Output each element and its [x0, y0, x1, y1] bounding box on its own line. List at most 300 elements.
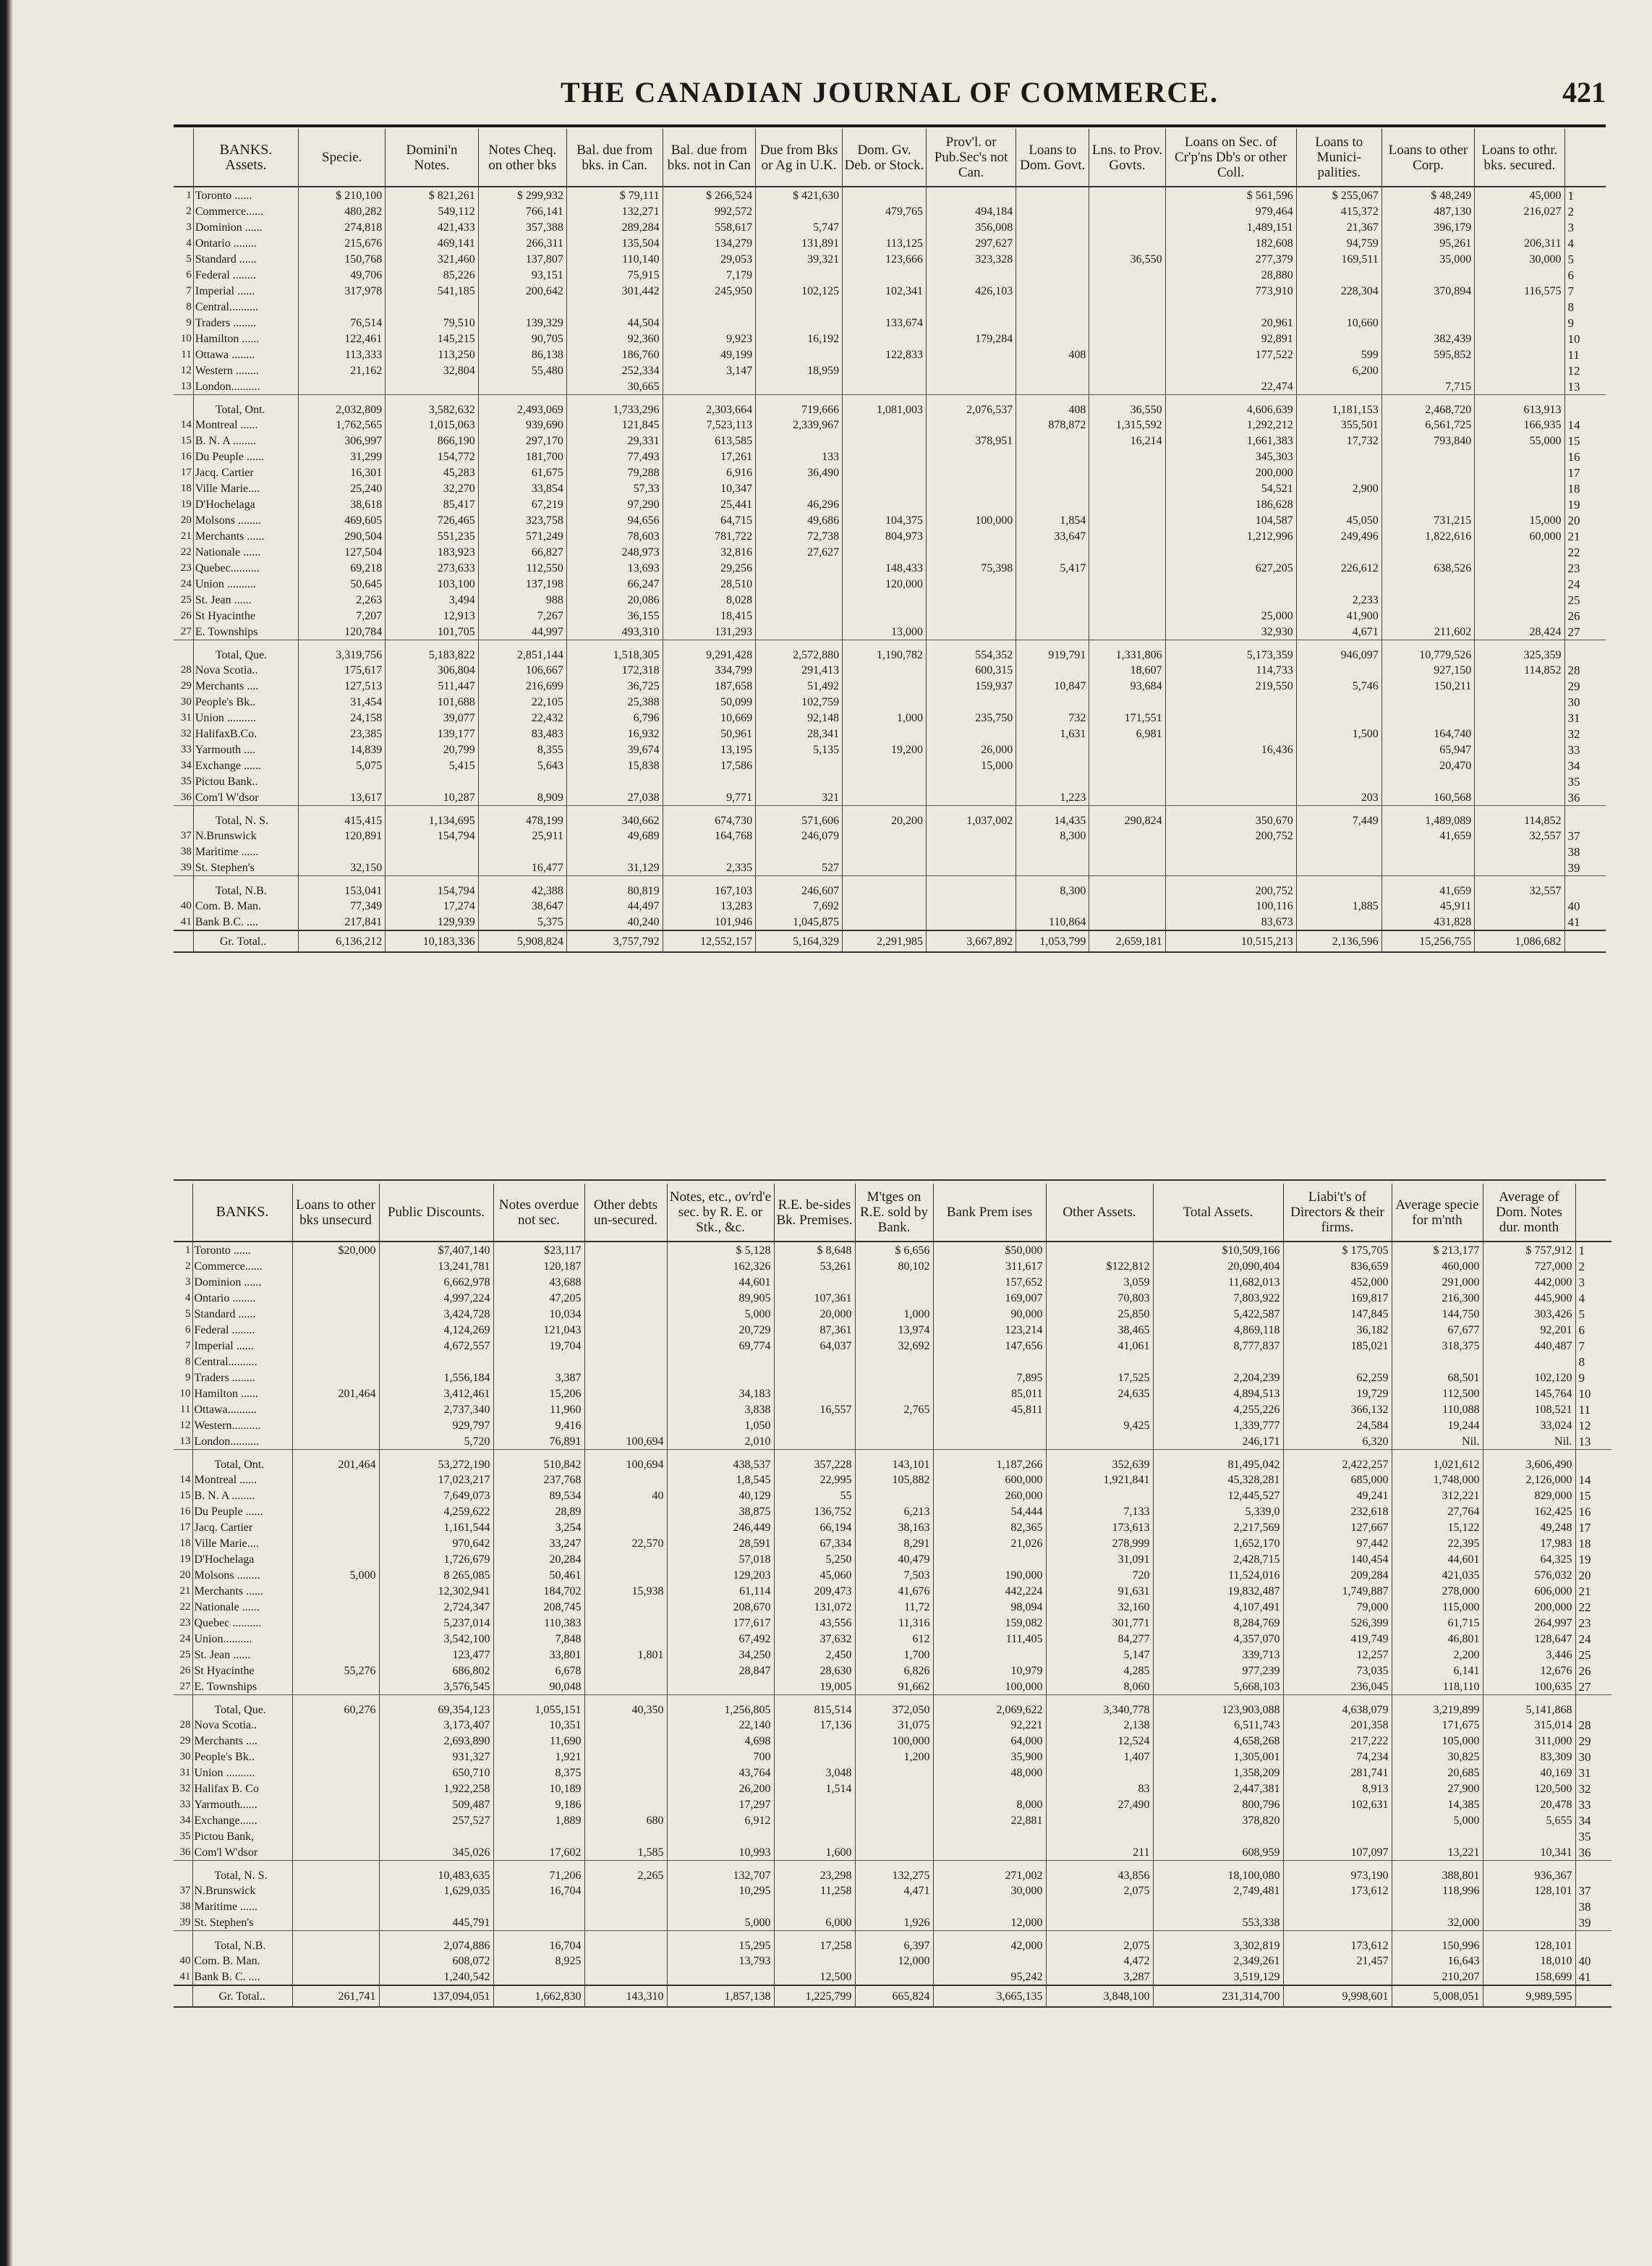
- value-cell: 291,413: [756, 662, 843, 678]
- value-cell: [774, 1274, 855, 1290]
- value-cell: 231,314,700: [1153, 1985, 1283, 2007]
- value-cell: 71,206: [493, 1861, 584, 1883]
- bank-name: Traders ........: [193, 315, 298, 331]
- row-number-header: [174, 1184, 192, 1242]
- value-cell: 2,428,715: [1153, 1551, 1283, 1567]
- value-cell: 92,201: [1483, 1322, 1575, 1338]
- value-cell: $ 79,111: [566, 187, 663, 203]
- value-cell: [292, 1258, 379, 1274]
- value-cell: 92,360: [566, 331, 663, 347]
- row-number: 40: [1567, 899, 1580, 913]
- value-cell: 3,757,792: [566, 930, 663, 952]
- value-cell: [1089, 694, 1165, 710]
- value-cell: 103,100: [386, 576, 478, 592]
- value-cell: [1475, 742, 1564, 758]
- bank-row: [174, 1663, 1611, 1679]
- value-cell: 46,296: [756, 496, 843, 512]
- value-cell: 49,199: [663, 347, 755, 362]
- value-cell: [933, 1647, 1046, 1663]
- bank-row: [174, 742, 1606, 758]
- page-binding-edge: [0, 0, 13, 2266]
- value-cell: 89,905: [667, 1290, 774, 1306]
- value-cell: 127,504: [299, 544, 386, 560]
- row-number: 5: [1567, 252, 1574, 266]
- value-cell: 6,511,743: [1153, 1717, 1283, 1733]
- value-cell: $ 561,596: [1165, 187, 1296, 203]
- value-cell: 1,086,682: [1475, 930, 1564, 952]
- value-cell: [1089, 219, 1165, 235]
- value-cell: 27,038: [566, 789, 663, 806]
- value-cell: [933, 1354, 1046, 1370]
- value-cell: [1475, 267, 1564, 283]
- value-cell: 12,500: [774, 1969, 855, 1985]
- value-cell: 21,162: [299, 362, 386, 378]
- value-cell: 3,848,100: [1046, 1985, 1153, 2007]
- value-cell: [1089, 267, 1165, 283]
- value-cell: [292, 1844, 379, 1861]
- value-cell: 169,511: [1296, 251, 1381, 267]
- column-header: Bal. due from bks. in Can.: [566, 129, 663, 187]
- value-cell: 15,938: [584, 1583, 667, 1599]
- value-cell: [1165, 710, 1296, 726]
- value-cell: [843, 914, 927, 930]
- value-cell: [663, 299, 755, 315]
- row-number: 2: [174, 1258, 192, 1274]
- value-cell: 2,138: [1046, 1717, 1153, 1733]
- value-cell: 20,729: [667, 1322, 774, 1338]
- value-cell: [843, 758, 927, 773]
- value-cell: 10,847: [1016, 678, 1089, 694]
- value-cell: 4,894,513: [1153, 1386, 1283, 1401]
- bank-name: Molsons ........: [192, 1567, 292, 1583]
- value-cell: 8,060: [1046, 1679, 1153, 1695]
- value-cell: 5,075: [299, 758, 386, 773]
- value-cell: 4,255,226: [1153, 1401, 1283, 1417]
- value-cell: 31,075: [855, 1717, 933, 1733]
- value-cell: 3,446: [1483, 1647, 1575, 1663]
- row-number: [1564, 806, 1606, 828]
- value-cell: 6,213: [855, 1503, 933, 1519]
- row-number: 32: [174, 1781, 192, 1796]
- value-cell: 8 265,085: [379, 1567, 493, 1583]
- value-cell: 366,132: [1283, 1401, 1392, 1417]
- value-cell: 110,383: [493, 1615, 584, 1631]
- value-cell: 271,002: [933, 1861, 1046, 1883]
- row-number: 38: [174, 844, 193, 860]
- value-cell: [386, 844, 478, 860]
- value-cell: [299, 773, 386, 789]
- value-cell: 80,102: [855, 1258, 933, 1274]
- value-cell: [926, 417, 1016, 433]
- value-cell: [1089, 742, 1165, 758]
- row-number: 12: [1578, 1418, 1591, 1433]
- value-cell: [292, 1290, 379, 1306]
- value-cell: [1016, 299, 1089, 315]
- bank-name: Ontario ........: [192, 1290, 292, 1306]
- bank-name: E. Townships: [192, 1679, 292, 1695]
- value-cell: 114,733: [1165, 662, 1296, 678]
- value-cell: [926, 694, 1016, 710]
- value-cell: 44,601: [667, 1274, 774, 1290]
- value-cell: 14,839: [299, 742, 386, 758]
- row-number: 14: [1578, 1472, 1591, 1487]
- value-cell: 36,490: [756, 464, 843, 480]
- value-cell: [1089, 203, 1165, 219]
- bank-row: [174, 378, 1606, 395]
- value-cell: 7,715: [1381, 378, 1474, 395]
- value-cell: [1165, 592, 1296, 608]
- row-number: 9: [174, 1370, 192, 1386]
- bank-name: Pictou Bank,: [192, 1828, 292, 1844]
- value-cell: [926, 449, 1016, 464]
- value-cell: 17,274: [386, 898, 478, 914]
- value-cell: 627,205: [1165, 560, 1296, 576]
- value-cell: 95,242: [933, 1969, 1046, 1985]
- value-cell: [855, 1844, 933, 1861]
- value-cell: [843, 860, 927, 876]
- value-cell: [933, 1953, 1046, 1969]
- value-cell: 5,000: [1392, 1812, 1483, 1828]
- value-cell: 41,900: [1296, 608, 1381, 624]
- value-cell: 31,129: [566, 860, 663, 876]
- bank-name: Dominion ......: [192, 1274, 292, 1290]
- bank-column-header: BANKS. Assets.: [193, 129, 298, 187]
- value-cell: 1,305,001: [1153, 1749, 1283, 1765]
- value-cell: 1,822,616: [1381, 528, 1474, 544]
- value-cell: 2,450: [774, 1647, 855, 1663]
- row-number: 15: [1578, 1488, 1591, 1503]
- row-number: 6: [174, 1322, 192, 1338]
- row-number-header: [1564, 129, 1606, 187]
- value-cell: [1475, 560, 1564, 576]
- value-cell: 179,284: [926, 331, 1016, 347]
- value-cell: [1016, 219, 1089, 235]
- value-cell: 281,741: [1283, 1765, 1392, 1781]
- value-cell: [1089, 860, 1165, 876]
- value-cell: 83,483: [478, 726, 566, 742]
- value-cell: 1,000: [843, 710, 927, 726]
- column-header: Notes Cheq. on other bks: [478, 129, 566, 187]
- bank-name: Merchants ....: [192, 1733, 292, 1749]
- value-cell: [843, 726, 927, 742]
- value-cell: 5,668,103: [1153, 1679, 1283, 1695]
- grand-total-row: [174, 1985, 1611, 2007]
- value-cell: [292, 1647, 379, 1663]
- value-cell: [1475, 362, 1564, 378]
- value-cell: 2,724,347: [379, 1599, 493, 1615]
- value-cell: 38,465: [1046, 1322, 1153, 1338]
- row-number-header: [1575, 1184, 1611, 1242]
- value-cell: [843, 378, 927, 395]
- value-cell: 8,028: [663, 592, 755, 608]
- value-cell: 1,187,266: [933, 1450, 1046, 1472]
- value-cell: 114,852: [1475, 806, 1564, 828]
- value-cell: 378,951: [926, 433, 1016, 449]
- bank-name: Central..........: [193, 299, 298, 315]
- bank-row: [174, 1401, 1611, 1417]
- value-cell: 9,425: [1046, 1417, 1153, 1433]
- value-cell: 5,747: [756, 219, 843, 235]
- row-number: 22: [174, 544, 193, 560]
- value-cell: 83,309: [1483, 1749, 1575, 1765]
- value-cell: 2,032,809: [299, 395, 386, 417]
- value-cell: $20,000: [292, 1242, 379, 1258]
- value-cell: 445,900: [1483, 1290, 1575, 1306]
- value-cell: $ 48,249: [1381, 187, 1474, 203]
- value-cell: [843, 417, 927, 433]
- value-cell: 94,656: [566, 512, 663, 528]
- value-cell: [386, 860, 478, 876]
- value-cell: 15,256,755: [1381, 930, 1474, 952]
- value-cell: 1,854: [1016, 512, 1089, 528]
- value-cell: [493, 1969, 584, 1985]
- value-cell: $ 210,100: [299, 187, 386, 203]
- row-number: 10: [174, 1386, 192, 1401]
- value-cell: 36,182: [1283, 1322, 1392, 1338]
- bank-row: [174, 1898, 1611, 1914]
- value-cell: Nil.: [1483, 1433, 1575, 1450]
- value-cell: 28,630: [774, 1663, 855, 1679]
- value-cell: [926, 844, 1016, 860]
- value-cell: 32,270: [386, 480, 478, 496]
- value-cell: 15,206: [493, 1386, 584, 1401]
- value-cell: [926, 576, 1016, 592]
- total-row: [174, 640, 1606, 663]
- value-cell: [855, 1812, 933, 1828]
- value-cell: [1296, 758, 1381, 773]
- bank-name: Nova Scotia..: [192, 1717, 292, 1733]
- value-cell: [292, 1370, 379, 1386]
- value-cell: 30,000: [933, 1883, 1046, 1898]
- value-cell: [926, 773, 1016, 789]
- value-cell: 102,125: [756, 283, 843, 299]
- value-cell: [386, 378, 478, 395]
- value-cell: [1153, 1354, 1283, 1370]
- value-cell: 5,720: [379, 1433, 493, 1450]
- bank-name: St Hyacinthe: [193, 608, 298, 624]
- value-cell: 1,053,799: [1016, 930, 1089, 952]
- value-cell: $ 421,630: [756, 187, 843, 203]
- value-cell: 1,223: [1016, 789, 1089, 806]
- value-cell: 80,819: [566, 876, 663, 899]
- value-cell: 139,329: [478, 315, 566, 331]
- row-number: 20: [1567, 513, 1580, 527]
- row-number: 9: [1567, 315, 1574, 330]
- row-number: 21: [1567, 529, 1580, 543]
- value-cell: 1,081,003: [843, 395, 927, 417]
- value-cell: 571,249: [478, 528, 566, 544]
- row-number: 23: [1567, 561, 1580, 575]
- value-cell: 2,069,622: [933, 1695, 1046, 1718]
- value-cell: 123,214: [933, 1322, 1046, 1338]
- value-cell: [1296, 914, 1381, 930]
- value-cell: [478, 299, 566, 315]
- value-cell: 650,710: [379, 1765, 493, 1781]
- row-number: 19: [1578, 1552, 1591, 1566]
- row-number: 25: [1567, 593, 1580, 607]
- value-cell: [1089, 592, 1165, 608]
- value-cell: 680: [584, 1812, 667, 1828]
- bank-name: Ville Marie....: [193, 480, 298, 496]
- value-cell: 264,997: [1483, 1615, 1575, 1631]
- value-cell: [843, 789, 927, 806]
- value-cell: [1089, 315, 1165, 331]
- bank-name: Toronto ......: [193, 187, 298, 203]
- value-cell: 147,656: [933, 1338, 1046, 1354]
- value-cell: 113,250: [386, 347, 478, 362]
- value-cell: [774, 1749, 855, 1765]
- value-cell: 127,513: [299, 678, 386, 694]
- value-cell: [663, 315, 755, 331]
- value-cell: 107,361: [774, 1290, 855, 1306]
- value-cell: [926, 914, 1016, 930]
- value-cell: [1089, 758, 1165, 773]
- value-cell: 6,136,212: [299, 930, 386, 952]
- row-number: 8: [1567, 300, 1574, 314]
- value-cell: [926, 592, 1016, 608]
- value-cell: 438,537: [667, 1450, 774, 1472]
- value-cell: [1016, 496, 1089, 512]
- value-cell: [1296, 742, 1381, 758]
- value-cell: [1016, 433, 1089, 449]
- value-cell: [756, 203, 843, 219]
- liabilities-table: [174, 1184, 1611, 2008]
- value-cell: 571,606: [756, 806, 843, 828]
- value-cell: [843, 544, 927, 560]
- value-cell: 246,449: [667, 1519, 774, 1535]
- value-cell: 44,601: [1392, 1551, 1483, 1567]
- value-cell: 93,151: [478, 267, 566, 283]
- bank-name: Nova Scotia..: [193, 662, 298, 678]
- value-cell: 12,302,941: [379, 1583, 493, 1599]
- row-number: 22: [1567, 545, 1580, 559]
- value-cell: 1,339,777: [1153, 1417, 1283, 1433]
- value-cell: 793,840: [1381, 433, 1474, 449]
- bank-row: [174, 528, 1606, 544]
- value-cell: [1089, 235, 1165, 251]
- value-cell: [1016, 860, 1089, 876]
- value-cell: [1165, 726, 1296, 742]
- value-cell: 2,074,886: [379, 1931, 493, 1953]
- bank-name: Western ........: [193, 362, 298, 378]
- value-cell: 12,676: [1483, 1663, 1575, 1679]
- value-cell: 203: [1296, 789, 1381, 806]
- row-number: 28: [174, 662, 193, 678]
- row-number: 15: [174, 1488, 192, 1503]
- value-cell: 105,882: [855, 1472, 933, 1488]
- value-cell: [933, 1828, 1046, 1844]
- value-cell: [584, 1733, 667, 1749]
- row-number: [174, 1450, 192, 1472]
- value-cell: 83: [1046, 1781, 1153, 1796]
- value-cell: 32,930: [1165, 624, 1296, 640]
- bank-name: Com. B. Man.: [193, 898, 298, 914]
- value-cell: [584, 1519, 667, 1535]
- value-cell: 85,011: [933, 1386, 1046, 1401]
- value-cell: 108,521: [1483, 1401, 1575, 1417]
- value-cell: 113,333: [299, 347, 386, 362]
- value-cell: [843, 464, 927, 480]
- value-cell: 217,841: [299, 914, 386, 930]
- value-cell: [1483, 1828, 1575, 1844]
- value-cell: 273,633: [386, 560, 478, 576]
- bank-row: [174, 362, 1606, 378]
- value-cell: 3,302,819: [1153, 1931, 1283, 1953]
- value-cell: 219,550: [1165, 678, 1296, 694]
- row-number: 37: [174, 1883, 192, 1898]
- column-header: Total Assets.: [1153, 1184, 1283, 1242]
- value-cell: 9,998,601: [1283, 1985, 1392, 2007]
- row-number: 16: [174, 449, 193, 464]
- row-number: [174, 876, 193, 899]
- value-cell: [292, 1354, 379, 1370]
- bank-row: [174, 576, 1606, 592]
- row-number: 26: [174, 1663, 192, 1679]
- value-cell: 339,713: [1153, 1647, 1283, 1663]
- value-cell: 2,447,381: [1153, 1781, 1283, 1796]
- value-cell: 9,186: [493, 1796, 584, 1812]
- value-cell: $7,407,140: [379, 1242, 493, 1258]
- value-cell: [756, 576, 843, 592]
- value-cell: [584, 1883, 667, 1898]
- value-cell: 20,478: [1483, 1796, 1575, 1812]
- value-cell: 32,150: [299, 860, 386, 876]
- value-cell: 20,090,404: [1153, 1258, 1283, 1274]
- row-number: 13: [1567, 379, 1580, 394]
- value-cell: 25,850: [1046, 1306, 1153, 1322]
- value-cell: [292, 1417, 379, 1433]
- row-number: 33: [174, 742, 193, 758]
- value-cell: 30,000: [1475, 251, 1564, 267]
- bank-row: [174, 1883, 1611, 1898]
- value-cell: 2,076,537: [926, 395, 1016, 417]
- value-cell: 5,250: [774, 1551, 855, 1567]
- bank-name: Standard ......: [192, 1306, 292, 1322]
- row-number: 41: [1567, 915, 1580, 929]
- value-cell: 22,432: [478, 710, 566, 726]
- row-number: 12: [174, 1417, 192, 1433]
- bank-name: Hamilton ......: [193, 331, 298, 347]
- value-cell: 297,627: [926, 235, 1016, 251]
- value-cell: 988: [478, 592, 566, 608]
- value-cell: 4,658,268: [1153, 1733, 1283, 1749]
- row-number: 18: [1578, 1536, 1591, 1550]
- value-cell: [1475, 914, 1564, 930]
- row-number: 40: [174, 898, 193, 914]
- value-cell: 110,140: [566, 251, 663, 267]
- row-number: 32: [1578, 1781, 1591, 1796]
- value-cell: 1,000: [855, 1306, 933, 1322]
- value-cell: 16,436: [1165, 742, 1296, 758]
- value-cell: 67,219: [478, 496, 566, 512]
- value-cell: 16,557: [774, 1401, 855, 1417]
- bank-row: [174, 1472, 1611, 1488]
- row-number: 39: [1567, 860, 1580, 875]
- bank-name: Ville Marie....: [192, 1535, 292, 1551]
- value-cell: [584, 1749, 667, 1765]
- value-cell: [855, 1781, 933, 1796]
- column-header: Other Assets.: [1046, 1184, 1153, 1242]
- value-cell: [1381, 464, 1474, 480]
- value-cell: [584, 1828, 667, 1844]
- value-cell: 1,629,035: [379, 1883, 493, 1898]
- value-cell: 101,705: [386, 624, 478, 640]
- column-header: Due from Bks or Ag in U.K.: [756, 129, 843, 187]
- value-cell: 731,215: [1381, 512, 1474, 528]
- value-cell: 32,160: [1046, 1599, 1153, 1615]
- value-cell: 127,667: [1283, 1519, 1392, 1535]
- value-cell: [667, 1370, 774, 1386]
